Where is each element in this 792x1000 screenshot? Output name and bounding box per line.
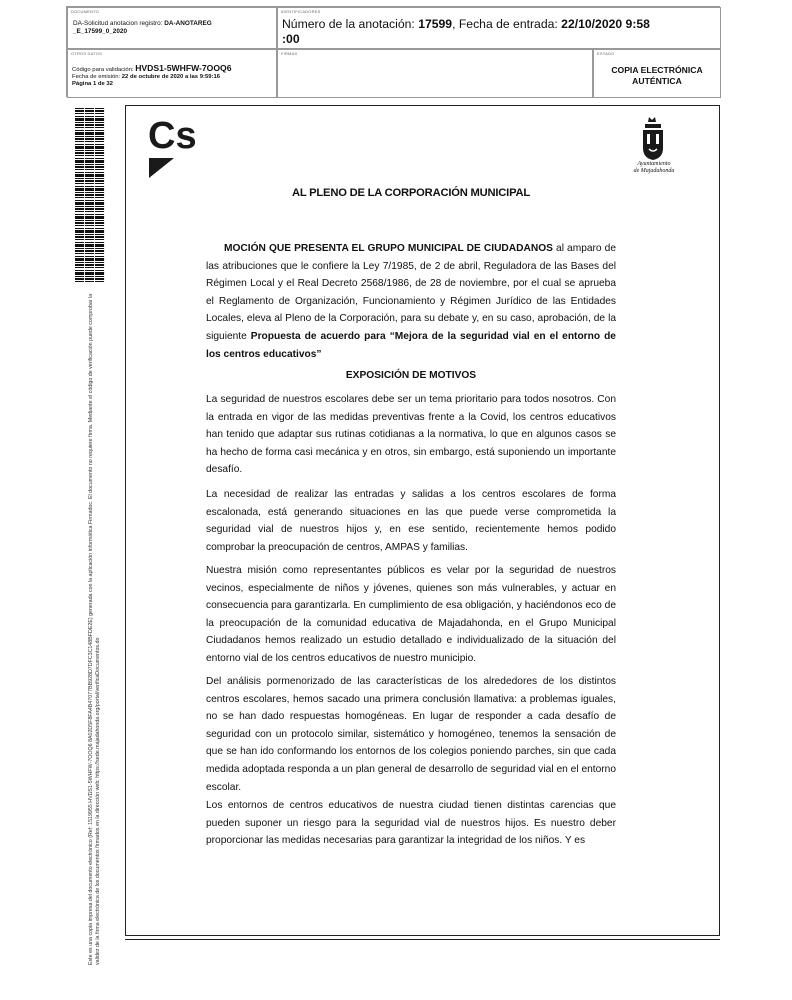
page-bottom-rule (125, 939, 720, 940)
motion-intro-paragraph: MOCIÓN QUE PRESENTA EL GRUPO MUNICIPAL DE CIUDADANOS al amparo de las atribuciones que le confiere la Ley 7/1985, de 2 de abril, Reguladora de las Bases del Régimen Local y el Real Decreto 2568/1986, de 28 de noviembre, por el cual se aprueba el Reglamento de Organización, Funcionamiento y Régimen Jurídico de las Entidades Locales, eleva al Pleno de la Corporación, para su debate y, en su caso, aprobación, de la siguiente Propuesta de acuerdo para “Mejora de la seguridad vial en el entorno de los centros educativos” (206, 243, 616, 360)
documento-value: DA-Solicitud anotacion registro: DA-ANOTAREG _E_17599_0_2020 (73, 20, 212, 35)
ciudadanos-logo-icon (148, 118, 200, 180)
paragraph: Del análisis pormenorizado de las características de los alrededores de los distintos centros escolares, hemos sacado una primera conclusión llamativa: a problemas iguales, no se han dado respuestas homogéneas. En lugar de responder a cada desafío de seguridad con un protocolo similar, sistemático y homogéneo, tenemos la sensación de que se han ido conformando los entornos de los colegios poniendo parches, sin que cada medida adoptada responda a un plan general de desarrollo de seguridad vial en el entorno escolar. (206, 676, 616, 793)
otros-datos-caption: OTROS DATOS (71, 51, 102, 56)
validation-code[interactable]: HVDS1-5WHFW-7OOQ6 (135, 63, 232, 73)
estado-caption: ESTADO (597, 51, 615, 56)
ayuntamiento-name: Ayuntamiento de Majadahonda (633, 161, 675, 174)
anotacion-info: Número de la anotación: 17599, Fecha de entrada: 22/10/2020 9:58 :00 (282, 17, 650, 46)
verification-legal-text: Este es una copia impresa del documento electrónico (Ref: 1519955 HVDS1-5WHFW-7OOQ6 8A02D5F8FA4B47077BB928D7DFC3C148BFDE2E) generada con la aplicación informática Firmadoc. El documento no requiere firma. Mediante el código de verificación puede comprobar la validez de la firma electrónica de los documentos firmados en la dirección web: https://sede.majadahonda.org/portal/verificaDocumentos.do (88, 293, 101, 965)
paragraph: La necesidad de realizar las entradas y salidas a los centros escolares de forma escalonada, está generando situaciones en las que puede verse comprometida la seguridad vial de nuestros hijos y, en ese sentido, recientemente hemos podido comprobar la preocupación de centros, AMPAS y familias. (206, 489, 616, 553)
firmas-caption: FIRMAS (281, 51, 298, 56)
documento-cell (67, 7, 277, 49)
fecha-emision: 22 de octubre de 2020 a las 9:59:16 (121, 73, 221, 80)
otros-datos-cell: OTROS DATOS Código para validación: HVDS1-5WHFW-7OOQ6 Fecha de emisión: 22 de octubre de 2020 a las 9:59:16 Página 1 de 32 (67, 49, 277, 98)
document-title: AL PLENO DE LA CORPORACIÓN MUNICIPAL (291, 187, 531, 199)
firmas-cell (277, 49, 593, 98)
ciudadanos-logo-text: Cs (148, 118, 197, 157)
identificadores-cell (277, 7, 721, 49)
estado-value: COPIA ELECTRÓNICA AUTÉNTICA (611, 65, 703, 86)
barcode (75, 108, 105, 284)
documento-caption: DOCUMENTO (71, 9, 99, 14)
document-metadata-header (66, 6, 720, 97)
logo-triangle (149, 158, 174, 178)
identificadores-caption: IDENTIFICADORES (281, 9, 321, 14)
anotacion-number: 17599 (418, 17, 453, 31)
paragraph: Nuestra misión como representantes públicos es velar por la seguridad de nuestros vecinos, especialmente de niños y jóvenes, quienes son más vulnerables, y actuar en consecuencia para garantizarla. En cumplimiento de esa obligación, y haciéndonos eco de la preocupación de la comunidad educativa de Majadahonda, en el Grupo Municipal Ciudadanos hemos realizado un estudio detallado e individualizado de la situación del entorno vial de los centros educativos de nuestro municipio. (206, 565, 616, 664)
page-count: Página 1 de 32 (72, 80, 113, 87)
paragraph: La seguridad de nuestros escolares debe ser un tema prioritario para todos nosotros. Con la entrada en vigor de las medidas preventivas frente a la Covid, los centros educativos han tenido que adaptar sus rutinas cotidianas a la normativa, lo que en algunos casos se ha hecho de forma casi mecánica y en otros, sin embargo, está suponiendo un importante desafío. (206, 394, 616, 476)
fecha-entrada: 22/10/2020 9:58 (561, 17, 650, 31)
section-heading: EXPOSICIÓN DE MOTIVOS (345, 370, 477, 381)
paragraph: Los entornos de centros educativos de nuestra ciudad tienen distintas carencias que pueden suponer un riesgo para la seguridad vial de nuestros hijos. Es nuestro deber proporcionar las medidas necesarias para garantizar la integridad de los niños. Y es (206, 800, 616, 847)
estado-cell (593, 49, 721, 98)
